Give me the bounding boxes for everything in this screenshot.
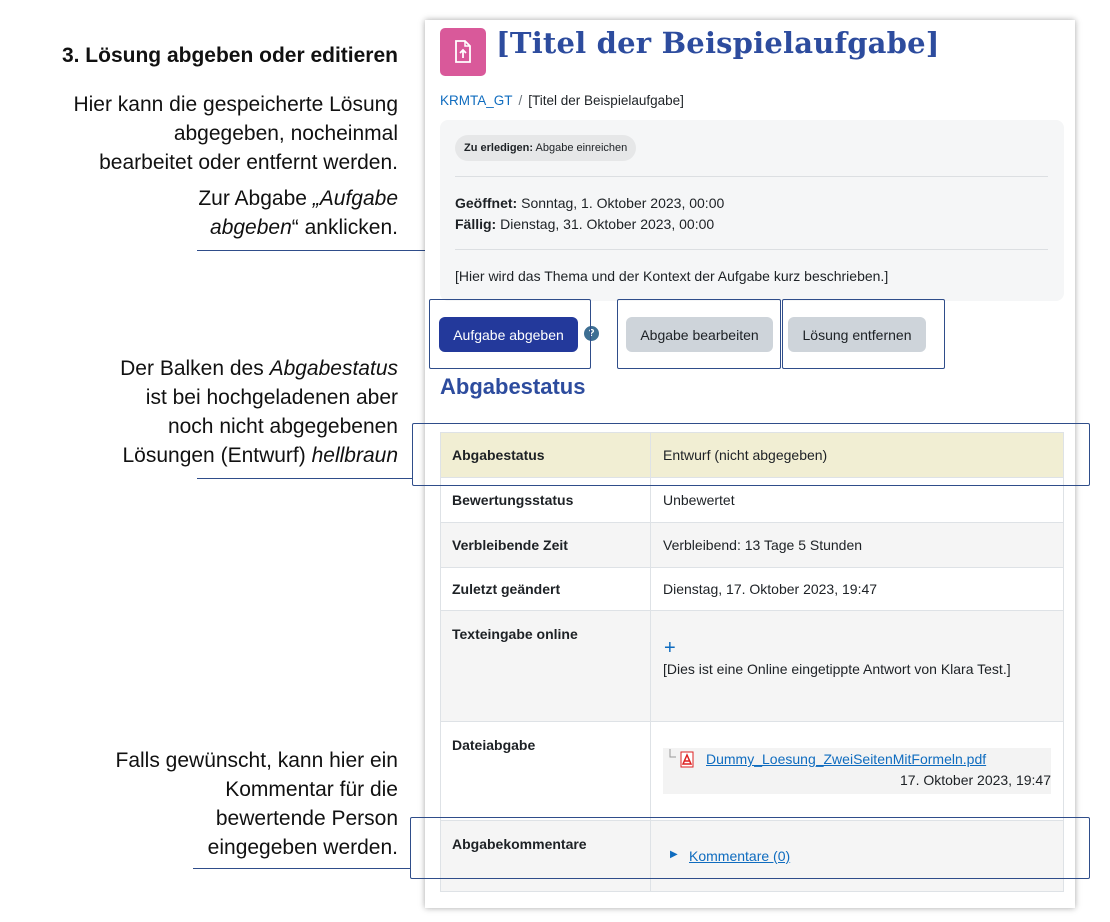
row-value: Verbleibend: 13 Tage 5 Stunden (663, 537, 863, 553)
annotation-text: Lösungen (Entwurf) (122, 444, 312, 467)
row-label: Texteingabe online (440, 611, 651, 721)
annotation-text: Falls gewünscht, kann hier ein (115, 749, 398, 772)
annotation-text: Der Balken des (120, 357, 270, 380)
due-value: Dienstag, 31. Oktober 2023, 00:00 (500, 216, 715, 232)
annotation-submit-hint (198, 184, 398, 242)
divider (455, 176, 1048, 177)
opened-date (455, 195, 724, 211)
annotation-intro-line: Hier kann die gespeicherte Lösung (73, 93, 398, 116)
callout-status-row (412, 423, 1090, 486)
online-text-value: [Dies ist eine Online eingetippte Antwort von Klara Test.] (663, 661, 1011, 677)
activity-description: [Hier wird das Thema und der Kontext der Aufgabe kurz beschrieben.] (455, 268, 889, 284)
breadcrumb-current: [Titel der Beispielaufgabe] (528, 93, 684, 108)
todo-badge (455, 135, 636, 161)
annotation-intro-line: abgegeben, nocheinmal (173, 122, 398, 145)
annotation-intro-line: bearbeitet oder entfernt werden. (99, 151, 398, 174)
submission-status-value: Entwurf (nicht abgegeben) (663, 447, 828, 463)
callout-remove-button (782, 299, 945, 369)
table-row (440, 567, 1064, 610)
page-title: [Titel der Beispielaufgabe] (496, 26, 940, 60)
todo-value: Abgabe einreichen (535, 142, 628, 154)
row-label: Verbleibende Zeit (440, 523, 651, 567)
annotation-text: bewertende Person (215, 807, 398, 830)
row-label: Abgabestatus (440, 433, 651, 477)
annotation-text: noch nicht abgegebenen (167, 415, 398, 438)
submit-assignment-button[interactable]: Aufgabe abgeben (439, 317, 578, 352)
breadcrumb-course-link[interactable]: KRMTA_GT (440, 93, 513, 108)
edit-submission-button[interactable]: Abgabe bearbeiten (626, 317, 773, 352)
section-title-submission-status: Abgabestatus (440, 374, 586, 399)
caret-right-icon[interactable]: ▶ (670, 849, 678, 860)
row-label: Abgabekommentare (440, 821, 651, 892)
annotation-text: Zur Abgabe (198, 187, 313, 210)
annotation-comment-hint (116, 746, 399, 862)
table-row (440, 522, 1064, 567)
row-label: Bewertungsstatus (440, 478, 651, 522)
pdf-file-link[interactable]: Dummy_Loesung_ZweiSeitenMitFormeln.pdf (706, 751, 987, 767)
annotation-text: ist bei hochgeladenen aber (145, 386, 398, 409)
callout-connector (197, 478, 413, 479)
row-value: Dienstag, 17. Oktober 2023, 19:47 (663, 581, 878, 597)
pdf-file-icon (668, 749, 696, 769)
annotation-text: Kommentar für die (225, 778, 398, 801)
callout-edit-button (617, 299, 781, 369)
annotation-intro (73, 90, 398, 177)
due-label: Fällig: (455, 216, 497, 232)
annotation-text: “ anklicken. (291, 216, 398, 239)
table-row (440, 610, 1064, 721)
row-label: Dateiabgabe (440, 722, 651, 820)
expand-plus-icon[interactable]: + (664, 637, 676, 659)
annotation-emphasis: hellbraun (311, 444, 398, 467)
annotation-heading: 3. Lösung abgeben oder editieren (61, 44, 398, 67)
comments-link[interactable]: Kommentare (0) (689, 848, 791, 864)
row-value: Unbewertet (663, 492, 735, 508)
callout-connector (193, 868, 411, 869)
assignment-upload-icon (440, 28, 486, 76)
due-date (455, 216, 714, 232)
remove-submission-button[interactable]: Lösung entfernen (788, 317, 926, 352)
breadcrumb (440, 93, 684, 108)
annotation-emphasis: „Aufgabe (312, 187, 398, 210)
divider (455, 249, 1048, 250)
annotation-text: eingegeben werden. (207, 836, 398, 859)
annotation-emphasis: abgeben (210, 216, 292, 239)
breadcrumb-separator: / (518, 93, 523, 108)
opened-value: Sonntag, 1. Oktober 2023, 00:00 (521, 195, 725, 211)
file-date: 17. Oktober 2023, 19:47 (900, 772, 1051, 788)
annotation-emphasis: Abgabestatus (269, 357, 398, 380)
annotation-status-hint (120, 354, 398, 470)
callout-submit-button (429, 299, 591, 369)
help-icon[interactable]: ? (584, 326, 599, 341)
callout-comments-row (410, 817, 1090, 879)
row-label: Zuletzt geändert (440, 568, 651, 610)
todo-label: Zu erledigen: (464, 142, 534, 154)
opened-label: Geöffnet: (455, 195, 518, 211)
